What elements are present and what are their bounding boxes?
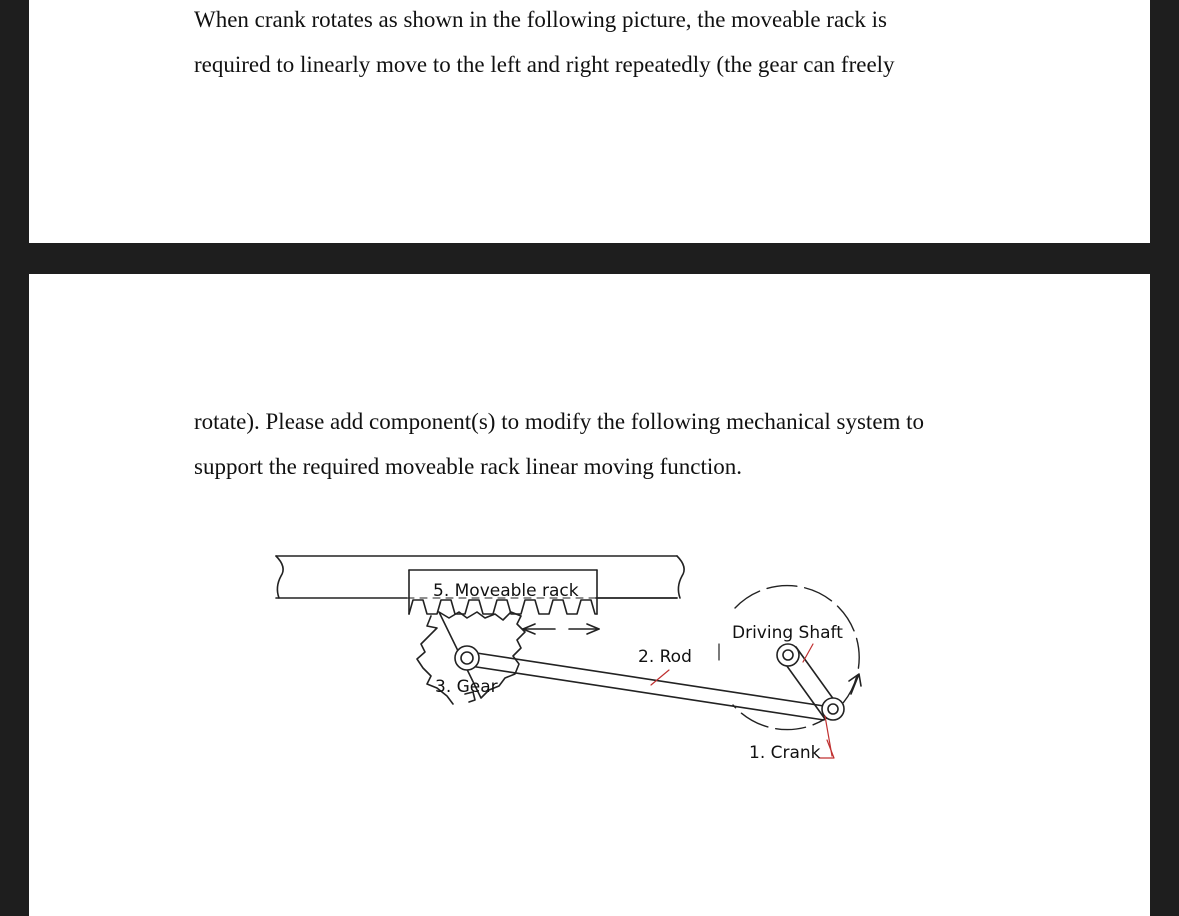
paragraph-line-4: support the required moveable rack linear moving function. <box>194 454 742 479</box>
shaft-bearing <box>777 644 799 666</box>
gear-label: 3. Gear <box>435 677 498 697</box>
mechanism-figure <box>29 274 1150 916</box>
paragraph-line-2: required to linearly move to the left and right repeatedly (the gear can freely <box>194 52 895 77</box>
document-page-2 <box>29 274 1150 916</box>
mechanism-diagram <box>29 274 1150 916</box>
rack-motion-arrow <box>523 624 599 634</box>
crank-label: 1. Crank <box>749 743 821 763</box>
paragraph-line-3: rotate). Please add component(s) to modify the following mechanical system to <box>194 409 925 434</box>
document-page-1 <box>29 0 1150 243</box>
rod-label: 2. Rod <box>638 647 692 667</box>
gear-pin <box>455 646 479 670</box>
rack-label: 5. Moveable rack <box>433 581 579 601</box>
paragraph-line-1: When crank rotates as shown in the following picture, the moveable rack is <box>194 7 887 32</box>
driving-shaft-label: Driving Shaft <box>732 623 843 643</box>
